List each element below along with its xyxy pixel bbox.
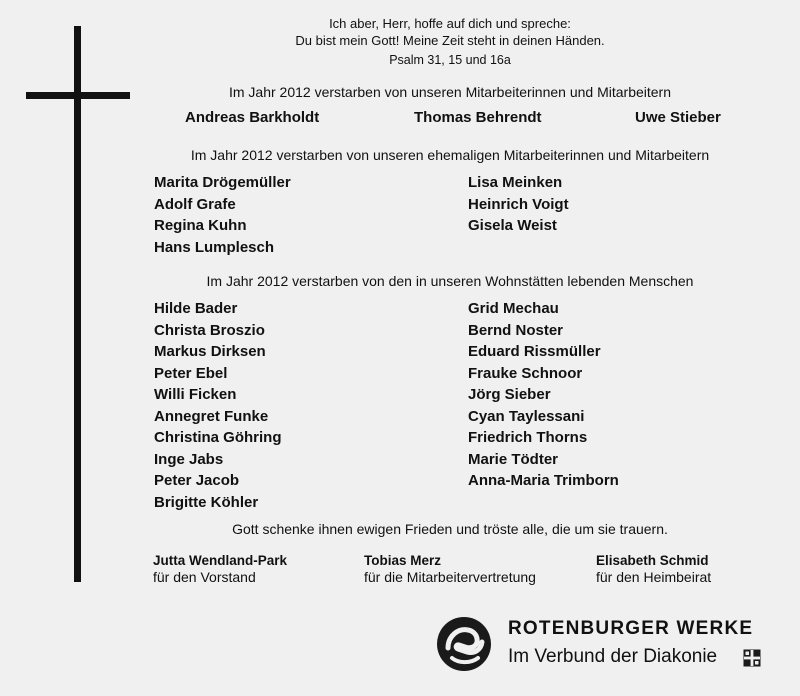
list-item: Bernd Noster (468, 321, 564, 339)
residents-list-right (468, 298, 619, 492)
signature-role: für den Heimbeirat (596, 569, 712, 585)
list-item: Heinrich Voigt (468, 195, 569, 213)
list-item: Annegret Funke (154, 407, 269, 425)
list-item: Jörg Sieber (468, 386, 551, 403)
list-item: Marita Drögemüller (154, 174, 291, 191)
signature-name: Elisabeth Schmid (596, 553, 709, 568)
former-staff-list-left (154, 172, 291, 258)
staff-intro: Im Jahr 2012 verstarben von unseren Mitarbeiterinnen und Mitarbeitern (228, 84, 672, 100)
signature-name: Tobias Merz (364, 553, 442, 568)
signature-staff-council (364, 552, 536, 586)
verse-reference: Psalm 31, 15 und 16a (389, 53, 511, 67)
brand-name: ROTENBURGER WERKE (508, 618, 754, 639)
list-item: Anna-Maria Trimborn (468, 472, 619, 489)
hand-circle-logo-icon (434, 614, 494, 674)
residents-list-left (154, 298, 282, 513)
list-item: Inge Jabs (154, 450, 224, 468)
list-item: Lisa Meinken (468, 174, 563, 191)
list-item: Regina Kuhn (154, 217, 247, 234)
former-staff-list-right (468, 172, 569, 237)
brand-tagline: Im Verbund der Diakonie (508, 646, 718, 667)
list-item: Hans Lumplesch (154, 238, 275, 256)
list-item: Markus Dirksen (154, 343, 266, 360)
verse-line-2: Du bist mein Gott! Meine Zeit steht in deinen Händen. (295, 33, 605, 48)
list-item: Eduard Rissmüller (468, 343, 601, 360)
list-item: Peter Jacob (154, 472, 240, 489)
list-item: Christa Broszio (154, 321, 265, 339)
cross-icon-bar (26, 92, 130, 99)
signature-role: für die Mitarbeitervertretung (364, 569, 536, 585)
list-item: Frauke Schnoor (468, 364, 583, 382)
staff-name: Thomas Behrendt (414, 109, 542, 126)
list-item: Grid Mechau (468, 300, 559, 317)
list-item: Brigitte Köhler (154, 493, 259, 511)
list-item: Christina Göhring (154, 429, 282, 446)
list-item: Friedrich Thorns (468, 429, 588, 446)
list-item: Cyan Taylessani (468, 407, 585, 425)
list-item: Hilde Bader (154, 300, 238, 317)
list-item: Adolf Grafe (154, 195, 236, 213)
diakonie-cross-icon (743, 649, 761, 667)
former-staff-intro: Im Jahr 2012 verstarben von unseren ehemaligen Mitarbeiterinnen und Mitarbeitern (190, 147, 710, 163)
verse-line-1: Ich aber, Herr, hoffe auf dich und spreche: (329, 16, 571, 31)
cross-icon (74, 26, 81, 582)
list-item: Willi Ficken (154, 386, 237, 403)
signature-role: für den Vorstand (153, 569, 256, 585)
list-item: Gisela Weist (468, 217, 557, 234)
staff-name: Andreas Barkholdt (185, 109, 320, 126)
signature-residents-council (596, 552, 711, 586)
closing-text: Gott schenke ihnen ewigen Frieden und tröste alle, die um sie trauern. (232, 521, 668, 537)
residents-intro: Im Jahr 2012 verstarben von den in unseren Wohnstätten lebenden Menschen (206, 273, 694, 289)
list-item: Peter Ebel (154, 364, 228, 382)
staff-name: Uwe Stieber (635, 109, 721, 126)
signature-board (153, 552, 287, 586)
list-item: Marie Tödter (468, 450, 559, 468)
signature-name: Jutta Wendland-Park (153, 553, 288, 568)
